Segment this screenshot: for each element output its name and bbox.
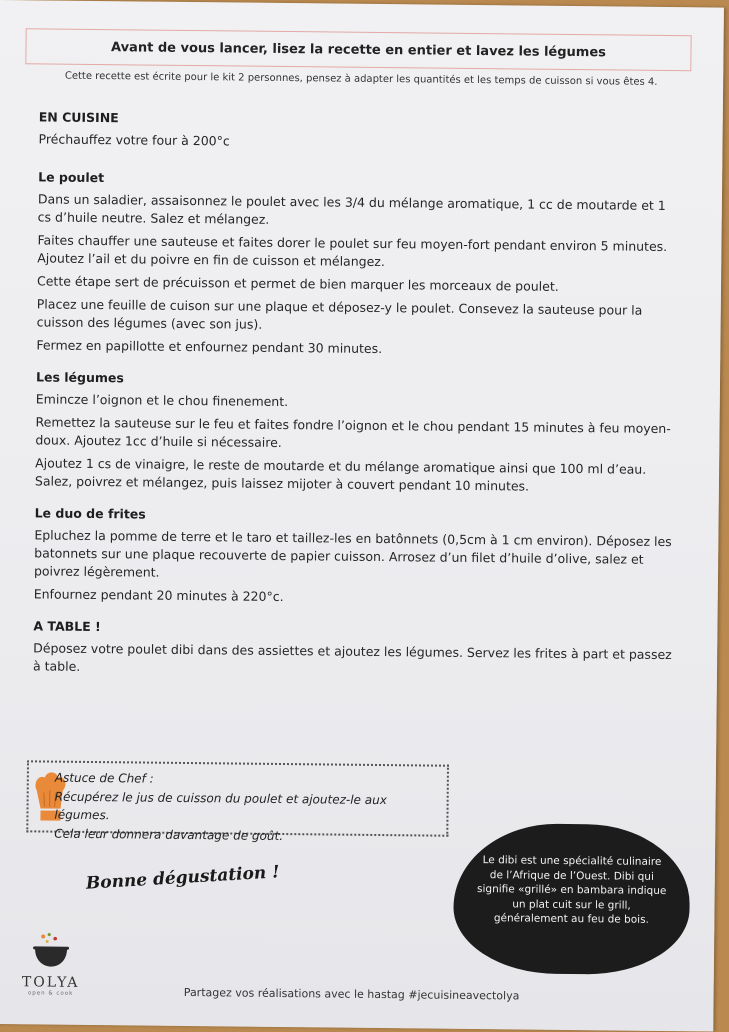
step-text: Epluchez la pomme de terre et le taro et taillez-les en batônnets (0,5cm à 1 cm environ). Déposez les batonnets sur une plaque recouverte de papier cuisson. Arrosez d’un filet d’huile d’olive, salez et poivrez légèrement. (33, 527, 672, 580)
section-title: Le poulet (38, 169, 105, 186)
section-poulet (36, 168, 678, 361)
dibi-info-bubble (453, 823, 691, 975)
step-text: Déposez votre poulet dibi dans des assiettes et ajoutez les légumes. Servez les frites à part et passez à table. (32, 640, 672, 674)
section-legumes (35, 368, 676, 497)
brand-name: TOLYA (21, 974, 80, 991)
section-frites (34, 504, 675, 610)
step-text: Remettez la sauteuse sur le feu et faites fondre l’oignon et le chou pendant 15 minutes à feu moyen-doux. Ajoutez 1cc d’huile si nécessaire. (35, 414, 671, 450)
portion-note: Cette recette est écrite pour le kit 2 personnes, pensez à adapter les quantités et les temps de cuisson si vous êtes 4. (64, 70, 658, 88)
section-title: A TABLE ! (33, 618, 101, 635)
tip-line: Cela leur donnera davantage de goût. (54, 826, 284, 843)
step-text: Ajoutez 1 cs de vinaigre, le reste de moutarde et du mélange aromatique ainsi que 100 ml d’eau. Salez, poivrez et mélangez, puis laissez mijoter à couvert pendant 10 minutes. (34, 455, 647, 494)
step-text: Fermez en papillotte et enfournez pendant 30 minutes. (36, 337, 383, 357)
chef-tip-box (26, 760, 449, 843)
hashtag-footer: Partagez vos réalisations avec le hastag #jecuisineavectolya (183, 985, 520, 1003)
dibi-info-text: Le dibi est une spécialité culinaire de l’Afrique de l’Ouest. Dibi qui signifie «grillé» en bambara indique un plat cuit sur le grill, généralement au feu de bois. (476, 854, 667, 926)
step-text: Cette étape sert de précuisson et permet de bien marquer les morceaux de poulet. (36, 273, 559, 294)
step-text: Emincze l’oignon et le chou finenement. (35, 391, 289, 410)
tip-line: Récupérez le jus de cuisson du poulet et ajoutez-le aux légumes. (54, 789, 387, 823)
step-text: Dans un saladier, assaisonnez le poulet avec les 3/4 du mélange aromatique, 1 cc de moutarde et 1 cs d’huile neutre. Salez et mélangez. (37, 191, 666, 227)
instruction-banner (25, 28, 691, 71)
signoff-text: Bonne dégustation ! (85, 862, 281, 894)
step-text: Préchauffez votre four à 200°c (38, 131, 230, 149)
section-title: EN CUISINE (38, 109, 119, 126)
section-a-table (33, 617, 674, 682)
section-title: Les légumes (35, 369, 124, 386)
step-text: Placez une feuille de cuison sur une plaque et déposez-y le poulet. Consevez la sauteuse pour la cuisson des légumes (avec son jus). (36, 296, 643, 332)
tip-title: Astuce de Chef : (54, 770, 154, 786)
banner-text: Avant de vous lancer, lisez la recette en entier et lavez les légumes (110, 39, 607, 60)
step-text: Enfournez pendant 20 minutes à 220°c. (33, 586, 284, 605)
step-text: Faites chauffer une sauteuse et faites dorer le poulet sur feu moyen-fort pendant environ 5 minutes. Ajoutez l’ail et du poivre en fin de cuisson et mélangez. (37, 232, 668, 270)
recipe-steps (33, 108, 679, 696)
section-title: Le duo de frites (34, 505, 146, 522)
section-en-cuisine (38, 108, 678, 155)
brand-tagline: open & cook (27, 990, 74, 997)
cooking-pot-icon (31, 953, 71, 972)
